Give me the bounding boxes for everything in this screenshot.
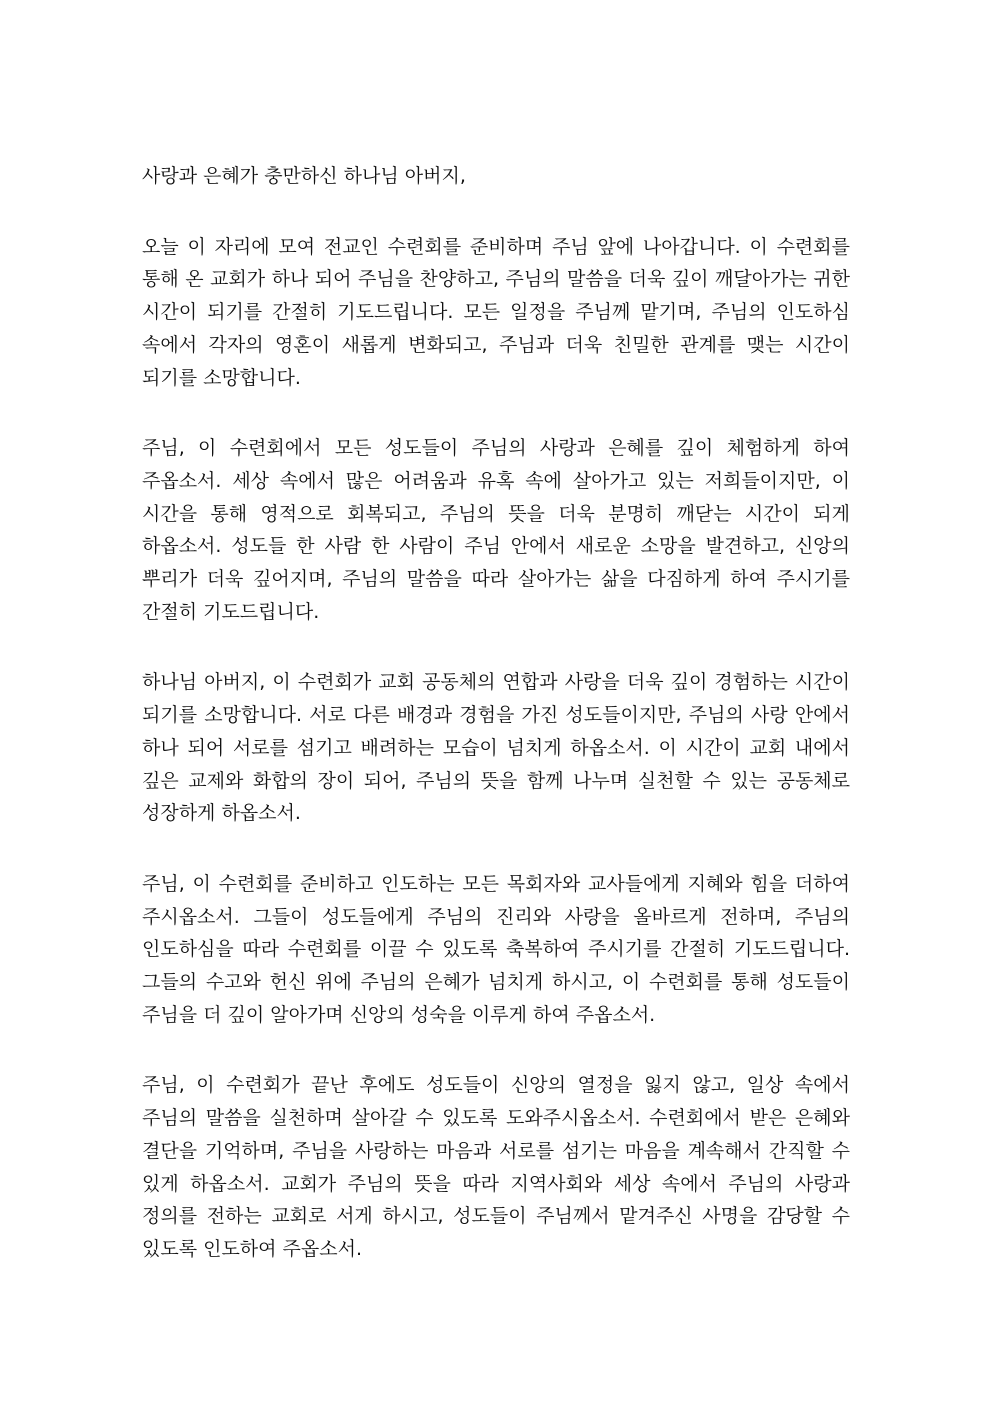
paragraph-5: 주님, 이 수련회가 끝난 후에도 성도들이 신앙의 열정을 잃지 않고, 일상 속에서 주님의 말씀을 실천하며 살아갈 수 있도록 도와주시옵소서. 수련회에서 받은 은혜와 결단을 기억하며, 주님을 사랑하는 마음과 서로를 섬기는 마음을 계속해서 간직할 수 있게 하옵소서. 교회가 주님의 뜻을 따라 지역사회와 세상 속에서 주님의 사랑과 정의를 전하는 교회로 서게 하시고, 성도들이 주님께서 맡겨주신 사명을 감당할 수 있도록 인도하여 주옵소서. — [142, 1074, 850, 1260]
paragraph-2: 주님, 이 수련회에서 모든 성도들이 주님의 사랑과 은혜를 깊이 체험하게 하여 주옵소서. 세상 속에서 많은 어려움과 유혹 속에 살아가고 있는 저희들이지만, 이 시간을 통해 영적으로 회복되고, 주님의 뜻을 더욱 분명히 깨닫는 시간이 되게 하옵소서. 성도들 한 사람 한 사람이 주님 안에서 새로운 소망을 발견하고, 신앙의 뿌리가 더욱 깊어지며, 주님의 말씀을 따라 살아가는 삶을 다짐하게 하여 주시기를 간절히 기도드립니다. — [142, 437, 850, 623]
paragraph-4: 주님, 이 수련회를 준비하고 인도하는 모든 목회자와 교사들에게 지혜와 힘을 더하여 주시옵소서. 그들이 성도들에게 주님의 진리와 사랑을 올바르게 전하며, 주님의 인도하심을 따라 수련회를 이끌 수 있도록 축복하여 주시기를 간절히 기도드립니다. 그들의 수고와 헌신 위에 주님의 은혜가 넘치게 하시고, 이 수련회를 통해 성도들이 주님을 더 깊이 알아가며 신앙의 성숙을 이루게 하여 주옵소서. — [142, 872, 850, 1026]
paragraph-1: 오늘 이 자리에 모여 전교인 수련회를 준비하며 주님 앞에 나아갑니다. 이 수련회를 통해 온 교회가 하나 되어 주님을 찬양하고, 주님의 말씀을 더욱 깊이 깨달아가는 귀한 시간이 되기를 간절히 기도드립니다. 모든 일정을 주님께 맡기며, 주님의 인도하심 속에서 각자의 영혼이 새롭게 변화되고, 주님과 더욱 친밀한 관계를 맺는 시간이 되기를 소망합니다. — [142, 235, 850, 389]
document-page — [142, 160, 850, 1266]
paragraph-3: 하나님 아버지, 이 수련회가 교회 공동체의 연합과 사랑을 더욱 깊이 경험하는 시간이 되기를 소망합니다. 서로 다른 배경과 경험을 가진 성도들이지만, 주님의 사랑 안에서 하나 되어 서로를 섬기고 배려하는 모습이 넘치게 하옵소서. 이 시간이 교회 내에서 깊은 교제와 화합의 장이 되어, 주님의 뜻을 함께 나누며 실천할 수 있는 공동체로 성장하게 하옵소서. — [142, 671, 850, 825]
salutation: 사랑과 은혜가 충만하신 하나님 아버지, — [142, 165, 466, 187]
